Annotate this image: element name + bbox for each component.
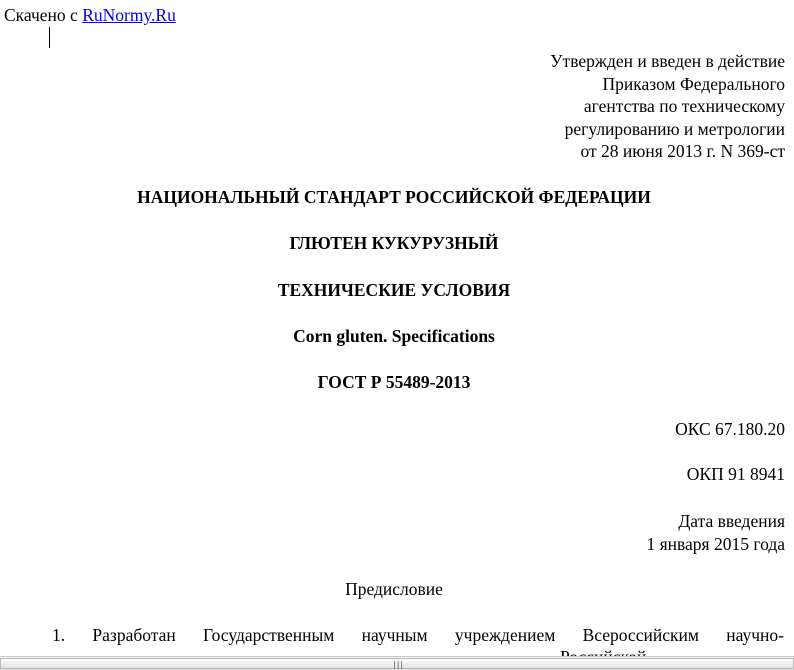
standard-title: ГЛЮТЕН КУКУРУЗНЫЙ bbox=[289, 233, 499, 253]
scrollbar-grip-icon: ||| bbox=[393, 660, 405, 669]
foreword-title: Предисловие bbox=[345, 579, 443, 599]
list-word: научным bbox=[361, 625, 428, 645]
approval-line: от 28 июня 2013 г. N 369-ст bbox=[580, 141, 785, 161]
approval-line: Приказом Федерального bbox=[602, 73, 785, 94]
approval-line: Утвержден и введен в действие bbox=[550, 51, 785, 71]
list-word: учреждением bbox=[454, 625, 556, 645]
intro-date-label: Дата введения bbox=[678, 511, 785, 531]
okp-code: ОКП 91 8941 bbox=[686, 464, 785, 484]
approval-line: регулированию и метрологии bbox=[564, 118, 785, 139]
download-source-line bbox=[4, 4, 176, 26]
standard-subtitle: ТЕХНИЧЕСКИЕ УСЛОВИЯ bbox=[277, 280, 511, 300]
approval-block bbox=[550, 50, 785, 163]
runormy-link[interactable]: RuNormy.Ru bbox=[82, 5, 176, 25]
oks-code: ОКС 67.180.20 bbox=[675, 419, 785, 439]
intro-date-value: 1 января 2015 года bbox=[646, 533, 785, 554]
scrollbar-thumb[interactable] bbox=[0, 658, 794, 669]
horizontal-scrollbar[interactable] bbox=[0, 656, 794, 670]
list-word: Разработан bbox=[92, 625, 176, 645]
foreword-item-continuation bbox=[560, 646, 646, 656]
list-number: 1. bbox=[52, 625, 66, 645]
text-cursor bbox=[49, 27, 50, 48]
foreword-item-1 bbox=[52, 624, 784, 646]
list-word: научно- bbox=[726, 625, 784, 645]
approval-line: агентства по техническому bbox=[583, 96, 785, 116]
standard-heading: НАЦИОНАЛЬНЫЙ СТАНДАРТ РОССИЙСКОЙ ФЕДЕРАЦИИ bbox=[137, 187, 651, 207]
intro-date-block bbox=[646, 510, 785, 555]
standard-code: ГОСТ Р 55489-2013 bbox=[317, 372, 471, 392]
list-word: Всероссийским bbox=[582, 625, 699, 645]
download-prefix: Скачено с bbox=[4, 5, 83, 25]
english-title: Corn gluten. Specifications bbox=[293, 326, 495, 346]
list-word: Государственным bbox=[203, 625, 335, 645]
